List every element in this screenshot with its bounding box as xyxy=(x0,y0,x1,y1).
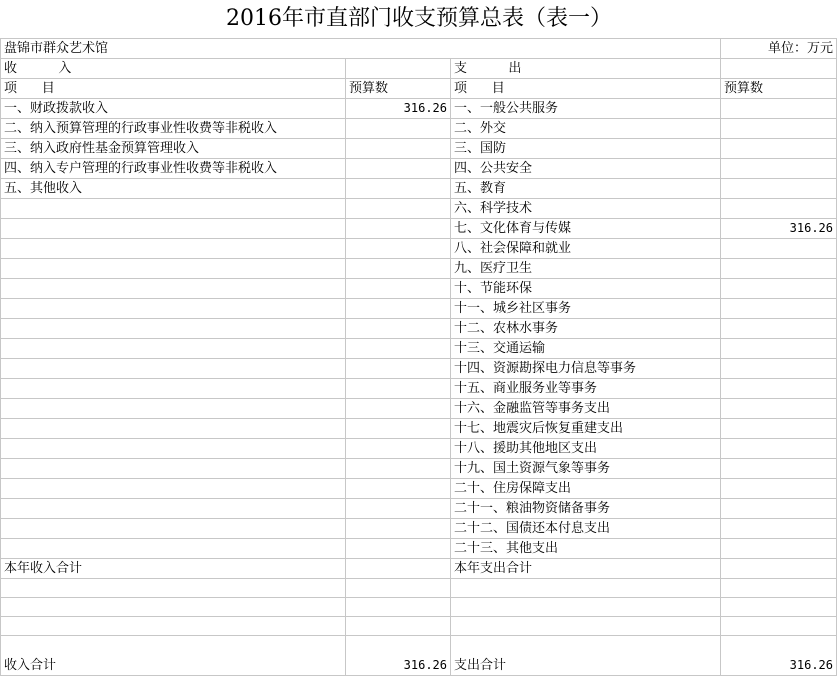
income-budget-cell xyxy=(346,359,451,379)
income-budget-cell xyxy=(346,598,451,617)
income-item-cell xyxy=(1,219,346,239)
table-row xyxy=(1,279,837,299)
expense-budget-cell xyxy=(721,379,837,399)
expense-budget-cell xyxy=(721,359,837,379)
income-item-cell xyxy=(1,399,346,419)
expense-item-cell: 十、节能环保 xyxy=(451,279,721,299)
table-row xyxy=(1,159,837,179)
income-item-cell xyxy=(1,598,346,617)
expense-item-cell: 十五、商业服务业等事务 xyxy=(451,379,721,399)
table-row xyxy=(1,598,837,617)
table-row xyxy=(1,339,837,359)
expense-budget-cell xyxy=(721,319,837,339)
income-item-cell xyxy=(1,499,346,519)
income-col-item: 项 目 xyxy=(1,79,346,99)
income-budget-cell xyxy=(346,199,451,219)
expense-budget-cell xyxy=(721,499,837,519)
column-header-row xyxy=(1,79,837,99)
income-budget-cell: 316.26 xyxy=(346,99,451,119)
income-item-cell xyxy=(1,259,346,279)
expense-item-cell: 四、公共安全 xyxy=(451,159,721,179)
expense-budget-cell xyxy=(721,559,837,579)
table-row xyxy=(1,559,837,579)
income-budget-cell xyxy=(346,139,451,159)
expense-item-cell: 十一、城乡社区事务 xyxy=(451,299,721,319)
income-budget-cell xyxy=(346,499,451,519)
income-item-cell: 一、财政拨款收入 xyxy=(1,99,346,119)
income-item-cell: 收入合计 xyxy=(1,636,346,676)
table-row xyxy=(1,539,837,559)
income-item-cell xyxy=(1,519,346,539)
income-item-cell xyxy=(1,279,346,299)
income-budget-cell xyxy=(346,119,451,139)
income-budget-cell xyxy=(346,159,451,179)
expense-budget-cell xyxy=(721,99,837,119)
table-row xyxy=(1,519,837,539)
table-row xyxy=(1,439,837,459)
expense-item-cell: 一、一般公共服务 xyxy=(451,99,721,119)
table-row xyxy=(1,259,837,279)
expense-budget-cell xyxy=(721,239,837,259)
expense-budget-cell xyxy=(721,439,837,459)
expense-item-cell: 十二、农林水事务 xyxy=(451,319,721,339)
income-budget-cell xyxy=(346,579,451,598)
income-col-budget: 预算数 xyxy=(346,79,451,99)
expense-item-cell: 十九、国土资源气象等事务 xyxy=(451,459,721,479)
income-item-cell xyxy=(1,379,346,399)
expense-budget-cell xyxy=(721,598,837,617)
income-budget-cell xyxy=(346,339,451,359)
income-budget-cell xyxy=(346,319,451,339)
expense-budget-cell xyxy=(721,159,837,179)
income-budget-cell xyxy=(346,419,451,439)
table-row xyxy=(1,419,837,439)
income-budget-cell: 316.26 xyxy=(346,636,451,676)
expense-budget-cell xyxy=(721,399,837,419)
expense-item-cell: 十六、金融监管等事务支出 xyxy=(451,399,721,419)
org-row xyxy=(1,39,837,59)
income-item-cell xyxy=(1,617,346,636)
table-row xyxy=(1,379,837,399)
expense-item-cell: 支出合计 xyxy=(451,636,721,676)
income-budget-cell xyxy=(346,617,451,636)
expense-header: 支 出 xyxy=(451,59,721,79)
expense-budget-cell xyxy=(721,119,837,139)
expense-item-cell: 十三、交通运输 xyxy=(451,339,721,359)
table-row xyxy=(1,119,837,139)
table-row xyxy=(1,399,837,419)
income-item-cell xyxy=(1,479,346,499)
income-item-cell xyxy=(1,419,346,439)
table-row xyxy=(1,579,837,598)
income-item-cell xyxy=(1,339,346,359)
expense-col-budget: 预算数 xyxy=(721,79,837,99)
expense-item-cell: 七、文化体育与传媒 xyxy=(451,219,721,239)
expense-item-cell: 八、社会保障和就业 xyxy=(451,239,721,259)
income-item-cell xyxy=(1,199,346,219)
expense-item-cell: 三、国防 xyxy=(451,139,721,159)
expense-budget-cell xyxy=(721,339,837,359)
expense-item-cell xyxy=(451,598,721,617)
income-item-cell xyxy=(1,439,346,459)
expense-budget-cell xyxy=(721,459,837,479)
table-row xyxy=(1,359,837,379)
expense-item-cell: 十八、援助其他地区支出 xyxy=(451,439,721,459)
expense-budget-cell: 316.26 xyxy=(721,636,837,676)
expense-item-cell: 十四、资源勘探电力信息等事务 xyxy=(451,359,721,379)
table-row xyxy=(1,179,837,199)
expense-budget-cell xyxy=(721,139,837,159)
expense-item-cell: 二十三、其他支出 xyxy=(451,539,721,559)
expense-budget-cell xyxy=(721,259,837,279)
expense-header-blank xyxy=(721,59,837,79)
income-header: 收 入 xyxy=(1,59,346,79)
expense-item-cell: 本年支出合计 xyxy=(451,559,721,579)
income-item-cell: 二、纳入预算管理的行政事业性收费等非税收入 xyxy=(1,119,346,139)
expense-item-cell: 二、外交 xyxy=(451,119,721,139)
table-row xyxy=(1,219,837,239)
income-budget-cell xyxy=(346,399,451,419)
section-header-row xyxy=(1,59,837,79)
expense-item-cell: 五、教育 xyxy=(451,179,721,199)
table-row xyxy=(1,499,837,519)
expense-item-cell xyxy=(451,617,721,636)
expense-item-cell: 十七、地震灾后恢复重建支出 xyxy=(451,419,721,439)
expense-item-cell: 二十二、国债还本付息支出 xyxy=(451,519,721,539)
income-budget-cell xyxy=(346,439,451,459)
table-row xyxy=(1,459,837,479)
expense-budget-cell xyxy=(721,539,837,559)
expense-budget-cell xyxy=(721,279,837,299)
expense-budget-cell xyxy=(721,199,837,219)
table-row xyxy=(1,319,837,339)
income-item-cell xyxy=(1,239,346,259)
income-budget-cell xyxy=(346,299,451,319)
table-row xyxy=(1,479,837,499)
expense-budget-cell xyxy=(721,179,837,199)
expense-budget-cell: 316.26 xyxy=(721,219,837,239)
expense-budget-cell xyxy=(721,519,837,539)
income-item-cell xyxy=(1,459,346,479)
expense-col-item: 项 目 xyxy=(451,79,721,99)
expense-budget-cell xyxy=(721,299,837,319)
table-row xyxy=(1,139,837,159)
page-title: 2016年市直部门收支预算总表（表一） xyxy=(226,6,612,31)
expense-item-cell: 二十、住房保障支出 xyxy=(451,479,721,499)
expense-budget-cell xyxy=(721,617,837,636)
income-item-cell xyxy=(1,319,346,339)
expense-budget-cell xyxy=(721,579,837,598)
expense-item-cell: 二十一、粮油物资储备事务 xyxy=(451,499,721,519)
income-budget-cell xyxy=(346,459,451,479)
income-item-cell: 五、其他收入 xyxy=(1,179,346,199)
income-item-cell: 四、纳入专户管理的行政事业性收费等非税收入 xyxy=(1,159,346,179)
expense-budget-cell xyxy=(721,479,837,499)
income-budget-cell xyxy=(346,179,451,199)
table-row xyxy=(1,99,837,119)
org-name: 盘锦市群众艺术馆 xyxy=(1,39,721,59)
table-row xyxy=(1,299,837,319)
income-budget-cell xyxy=(346,259,451,279)
income-item-cell: 三、纳入政府性基金预算管理收入 xyxy=(1,139,346,159)
table-row xyxy=(1,199,837,219)
table-row xyxy=(1,636,837,676)
income-budget-cell xyxy=(346,519,451,539)
income-item-cell xyxy=(1,359,346,379)
unit-label: 单位：万元 xyxy=(721,39,837,59)
income-item-cell xyxy=(1,579,346,598)
expense-item-cell: 九、医疗卫生 xyxy=(451,259,721,279)
income-budget-cell xyxy=(346,219,451,239)
income-budget-cell xyxy=(346,559,451,579)
income-budget-cell xyxy=(346,239,451,259)
income-header-blank xyxy=(346,59,451,79)
expense-item-cell xyxy=(451,579,721,598)
income-budget-cell xyxy=(346,379,451,399)
income-budget-cell xyxy=(346,539,451,559)
expense-budget-cell xyxy=(721,419,837,439)
income-budget-cell xyxy=(346,279,451,299)
budget-table xyxy=(0,38,837,676)
table-row xyxy=(1,617,837,636)
income-item-cell xyxy=(1,299,346,319)
income-budget-cell xyxy=(346,479,451,499)
income-item-cell xyxy=(1,539,346,559)
expense-item-cell: 六、科学技术 xyxy=(451,199,721,219)
income-item-cell: 本年收入合计 xyxy=(1,559,346,579)
table-row xyxy=(1,239,837,259)
